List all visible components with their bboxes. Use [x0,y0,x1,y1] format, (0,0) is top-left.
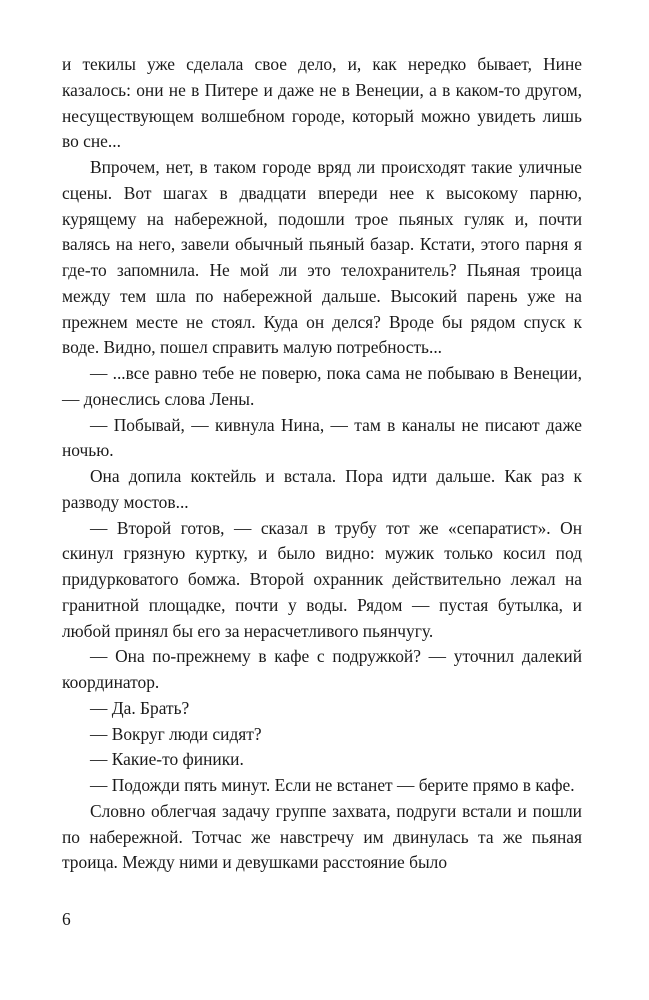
paragraph-7: — Она по-прежнему в кафе с подружкой? — уточнил далекий координатор. [62,646,582,692]
paragraph-5: Она допила коктейль и встала. Пора идти дальше. Как раз к разводу мостов... [62,466,582,512]
paragraph-8: — Да. Брать? [90,697,190,718]
paragraph-2: Впрочем, нет, в таком городе вряд ли происходят такие уличные сцены. Вот шагах в двадцати впереди нее к высокому парню, курящему на набережной, подошли трое пьяных гуляк и, почти валясь на него, завели обычный пьяный базар. Кстати, этого парня я где-то запомнила. Не мой ли это телохранитель? Пьяная троица между тем шла по набережной дальше. Высокий парень уже на прежнем месте не стоял. Куда он делся? Вроде бы рядом спуск к воде. Видно, пошел справить малую потребность... [62,157,582,358]
paragraph-11: — Подожди пять минут. Если не встанет — берите прямо в кафе. [90,775,575,795]
paragraph-9: — Вокруг люди сидят? [90,723,262,744]
paragraph-12: Словно облегчая задачу группе захвата, подруги встали и пошли по набережной. Тотчас же навстречу им двинулась та же пьяная троица. Между ними и девушками расстояние было [62,800,582,873]
body-text [62,52,582,876]
page-number: 6 [62,909,71,929]
paragraph-1: и текилы уже сделала свое дело, и, как нередко бывает, Нине казалось: они не в Питере и даже не в Венеции, а в каком-то другом, несуществующем волшебном городе, который можно увидеть лишь во сне... [62,54,582,152]
paragraph-6: — Второй готов, — сказал в трубу тот же «сепаратист». Он скинул грязную куртку, и было видно: мужик только косил под придурковатого бомжа. Второй охранник действительно лежал на гранитной площадке, почти у воды. Рядом — пустая бутылка, и любой принял бы его за нерасчетливого пьянчугу. [62,517,582,641]
paragraph-3: — ...все равно тебе не поверю, пока сама не побываю в Венеции, — донеслись слова Лены. [62,363,582,409]
paragraph-4: — Побывай, — кивнула Нина, — там в каналы не писают даже ночью. [62,414,582,461]
paragraph-10: — Какие-то финики. [90,749,244,770]
